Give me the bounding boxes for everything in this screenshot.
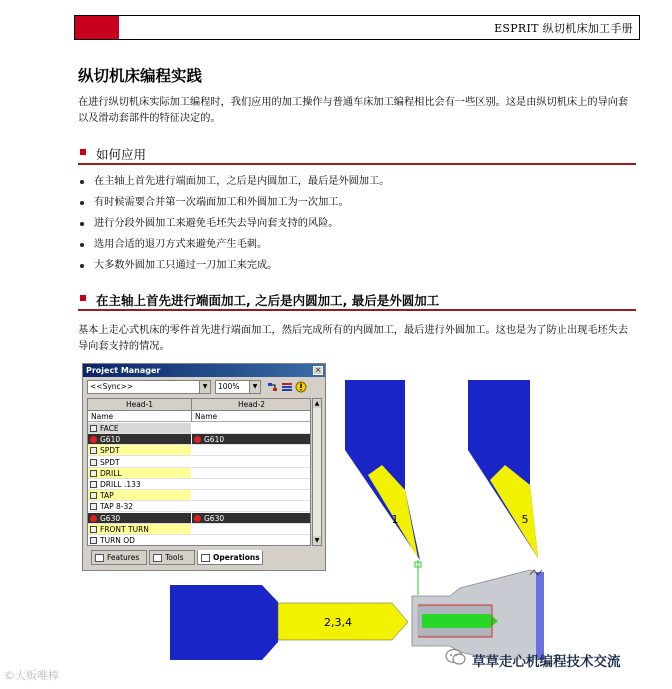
page-title: 纵切机床编程实践 — [78, 67, 203, 85]
operation-label: DRILL — [100, 468, 122, 478]
features-icon — [95, 554, 104, 562]
zoom-combo-value: 100% — [218, 382, 240, 391]
chevron-down-icon[interactable]: ▼ — [249, 381, 260, 393]
operation-label: TURN OD — [100, 536, 135, 545]
tab-label: Operations — [213, 553, 260, 562]
bullet-item: 选用合适的退刀方式来避免产生毛刺。 — [80, 238, 389, 259]
header-title: ESPRIT 纵切机床加工手册 — [494, 22, 633, 35]
scroll-up-icon[interactable]: ▲ — [314, 400, 320, 407]
tab-features[interactable] — [91, 550, 147, 565]
close-icon[interactable]: × — [313, 366, 323, 375]
column-name-head2: Name — [192, 411, 311, 422]
drilled-hole — [422, 614, 490, 628]
chevron-down-icon[interactable]: ▼ — [199, 381, 210, 393]
operation-label: SPDT — [100, 457, 120, 467]
bullet-item: 进行分段外圆加工来避免毛坯失去导向套支持的风险。 — [80, 217, 389, 238]
operation-icon — [90, 425, 97, 432]
scroll-down-icon[interactable]: ▼ — [314, 537, 320, 544]
intro-paragraph: 在进行纵切机床实际加工编程时，我们应用的加工操作与普通车床加工编程相比会有一些区别。这是由纵切机床上的导向套以及滑动套部件的特征决定的。 — [78, 97, 629, 124]
drill-holder-body — [170, 585, 262, 660]
column-header-head2[interactable]: Head-2 — [192, 399, 311, 411]
operation-icon — [90, 492, 97, 499]
bullet-list — [80, 175, 389, 280]
tool-5-insert — [490, 465, 538, 558]
tool-1-label: 1 — [391, 513, 399, 526]
bullet-item: 有时候需要合并第一次端面加工和外圆加工为一次加工。 — [80, 196, 389, 217]
section-heading-face-first — [78, 291, 636, 311]
tab-label: Features — [107, 553, 140, 562]
sync-point-icon — [90, 436, 97, 443]
column-header-head1[interactable]: Head-1 — [88, 399, 192, 411]
machining-diagram — [160, 370, 552, 660]
operation-icon — [90, 459, 97, 466]
tab-label: Tools — [165, 553, 184, 562]
operation-icon — [90, 481, 97, 488]
wechat-icon — [445, 648, 467, 666]
section-heading-text: 如何应用 — [96, 147, 147, 162]
bullet-item: 大多数外圆加工只通过一刀加工来完成。 — [80, 259, 389, 280]
operation-label: FRONT TURN — [100, 524, 149, 534]
operation-icon — [90, 447, 97, 454]
operation-label: DRILL .133 — [100, 480, 141, 489]
section-heading-text: 在主轴上首先进行端面加工, 之后是内圆加工, 最后是外圆加工 — [96, 293, 440, 308]
operation-icon — [90, 470, 97, 477]
drill-label: 2,3,4 — [324, 616, 352, 629]
operation-label: G630 — [204, 513, 225, 523]
project-manager-title: Project Manager — [83, 364, 325, 377]
sync-combo-value: <<Sync>> — [90, 382, 134, 391]
operation-label: G610 — [204, 435, 225, 445]
operation-label: SPDT — [100, 446, 120, 456]
watermark-left: ©大贩唯棒 — [4, 669, 59, 682]
operation-icon — [90, 526, 97, 533]
drill-holder-taper — [262, 585, 278, 660]
operation-label: FACE — [100, 424, 119, 433]
page-header — [74, 15, 640, 40]
tool-5-label: 5 — [521, 513, 529, 526]
section-heading-how-to-apply — [78, 145, 636, 165]
guide-bushing-edge — [536, 572, 544, 660]
tool-1-insert — [368, 465, 418, 558]
section-bullet-square — [80, 295, 86, 301]
header-red-block — [75, 16, 119, 39]
operation-icon — [90, 537, 97, 544]
operation-icon — [90, 503, 97, 510]
section2-paragraph: 基本上走心式机床的零件首先进行端面加工，然后完成所有的内圆加工，最后进行外圆加工。这也是为了防止出现毛坯失去导向套支持的情况。 — [78, 325, 629, 352]
operation-label: TAP 8-32 — [100, 502, 134, 512]
watermark-right: 草草走心机编程技术交流 — [472, 654, 621, 670]
bullet-item: 在主轴上首先进行端面加工，之后是内圆加工，最后是外圆加工。 — [80, 175, 389, 196]
section-bullet-square — [80, 149, 86, 155]
column-name-head1: Name — [88, 411, 192, 422]
operation-label: TAP — [100, 491, 114, 501]
operation-label: G630 — [100, 513, 121, 523]
operation-label: G610 — [100, 435, 121, 445]
sync-point-icon — [90, 515, 97, 522]
